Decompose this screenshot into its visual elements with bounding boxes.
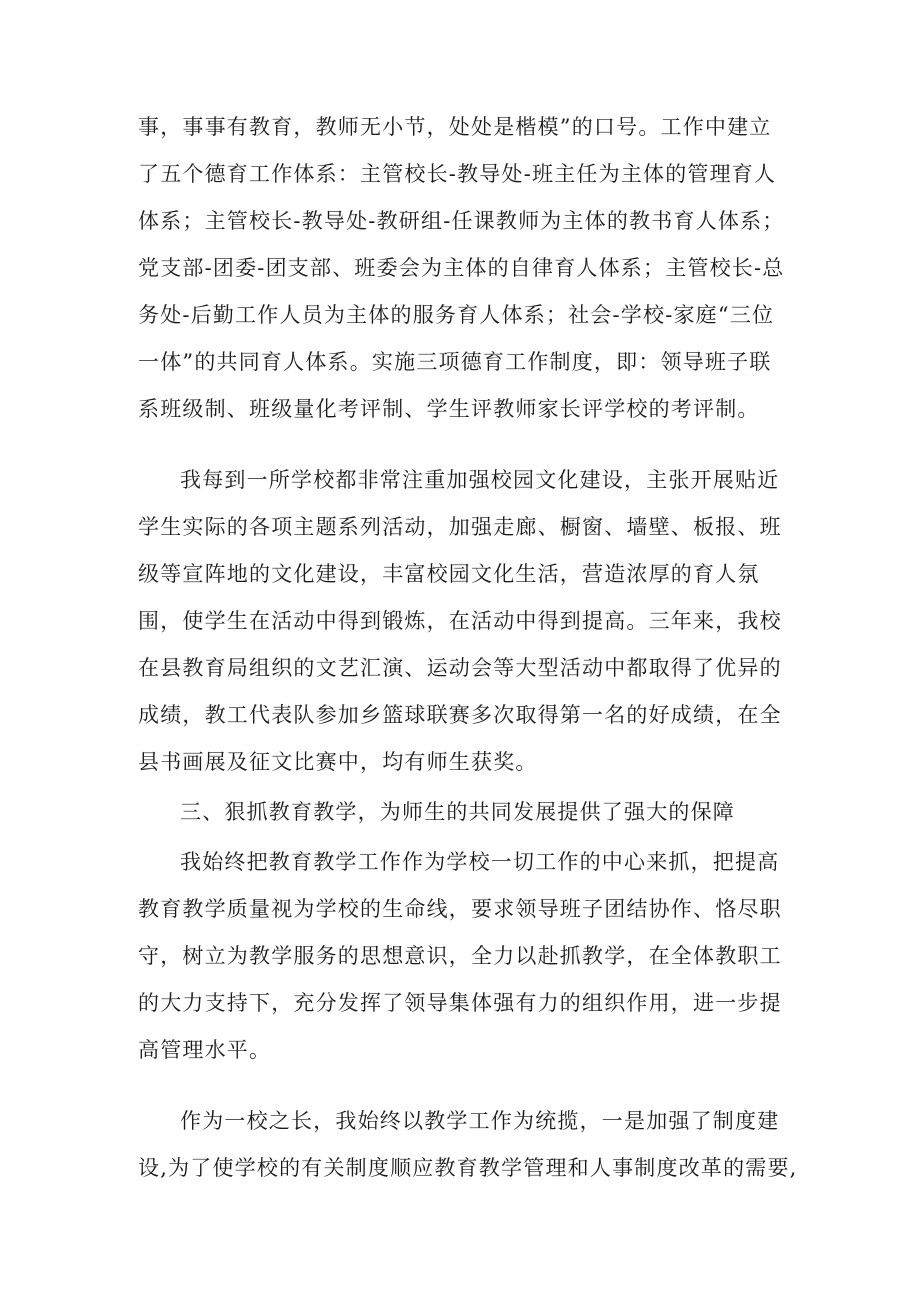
paragraph-campus-culture — [138, 457, 782, 786]
text-line: 学生实际的各项主题系列活动，加强走廊、橱窗、墙壁、板报、班 — [138, 515, 782, 539]
paragraph-spacer — [138, 433, 778, 457]
paragraph-teaching-center — [138, 839, 782, 1074]
text-line: 的大力支持下，充分发挥了领导集体强有力的组织作用，进一步提 — [138, 991, 782, 1015]
text-line: 成绩，教工代表队参加乡篮球联赛多次取得第一名的好成绩，在全 — [138, 703, 782, 727]
text-line: 了五个德育工作体系：主管校长-教导处-班主任为主体的管理育人 — [138, 162, 777, 186]
text-line: 高管理水平。 — [138, 1038, 272, 1062]
text-line: 务处-后勤工作人员为主体的服务育人体系；社会-学校-家庭“三位 — [138, 303, 775, 327]
text-line: 在县教育局组织的文艺汇演、运动会等大型活动中都取得了优异的 — [138, 656, 782, 680]
paragraph-system-building — [138, 1098, 798, 1192]
text-line: 设,为了使学校的有关制度顺应教育教学管理和人事制度改革的需要, — [138, 1156, 798, 1180]
text-line: 我每到一所学校都非常注重加强校园文化建设，主张开展贴近 — [180, 468, 780, 492]
section-heading-text: 三、狠抓教育教学，为师生的共同发展提供了强大的保障 — [180, 800, 735, 824]
text-line: 我始终把教育教学工作作为学校一切工作的中心来抓，把提高 — [180, 850, 780, 874]
document-body — [138, 104, 798, 1192]
text-line: 党支部-团委-团支部、班委会为主体的自律育人体系；主管校长-总 — [138, 256, 785, 280]
section-heading — [138, 789, 778, 836]
paragraph-spacer — [138, 1074, 778, 1098]
text-line: 县书画展及征文比赛中，均有师生获奖。 — [138, 750, 538, 774]
text-line: 体系；主管校长-教导处-教研组-任课教师为主体的教书育人体系； — [138, 209, 785, 233]
text-line: 级等宣阵地的文化建设，丰富校园文化生活，营造浓厚的育人氛 — [138, 562, 760, 586]
text-line: 守，树立为教学服务的思想意识，全力以赴抓教学，在全体教职工 — [138, 944, 782, 968]
text-line: 一体”的共同育人体系。实施三项德育工作制度，即：领导班子联 — [138, 350, 772, 374]
text-line: 围，使学生在活动中得到锻炼，在活动中得到提高。三年来，我校 — [138, 609, 782, 633]
text-line: 系班级制、班级量化考评制、学生评教师家长评学校的考评制。 — [138, 397, 760, 421]
text-line: 教育教学质量视为学校的生命线，要求领导班子团结协作、恪尽职 — [138, 897, 782, 921]
text-line: 作为一校之长，我始终以教学工作为统揽，一是加强了制度建 — [180, 1109, 780, 1133]
paragraph-moral-education-systems — [138, 104, 785, 433]
text-line: 事，事事有教育，教师无小节，处处是楷模”的口号。工作中建立 — [138, 115, 772, 139]
